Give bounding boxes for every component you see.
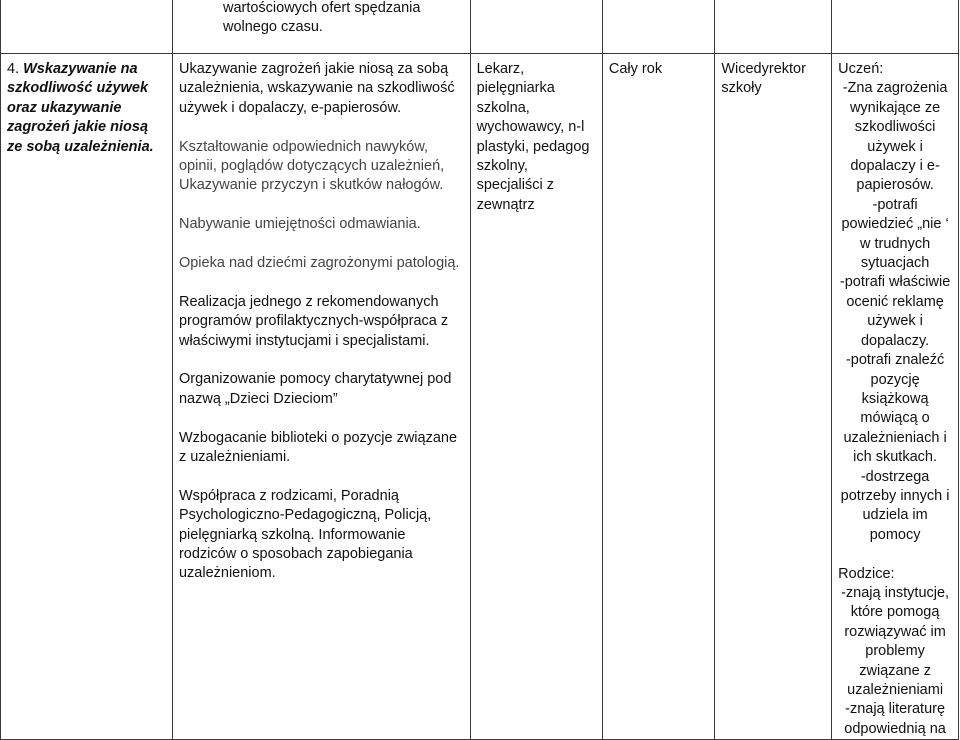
- effect-item: -potrafi właściwie ocenić reklamę używek i dopalaczy.: [839, 274, 951, 349]
- activity-item: Organizowanie pomocy charytatywnej pod nazwą „Dzieci Dzieciom”: [178, 371, 452, 407]
- effect-item: -potrafi znaleźć pozycję książkową mówiącą o uzależnieniach i ich skutkach.: [843, 352, 947, 466]
- time-text: Cały rok: [608, 61, 663, 77]
- task-description: Wskazywanie na szkodliwość używek oraz ukazywanie zagrożeń jakie niosą ze sobą uzależnienia.: [7, 61, 154, 155]
- task-text: [7, 60, 166, 157]
- parents-label: Rodzice:: [838, 565, 895, 582]
- table-cell: [172, 0, 470, 54]
- table-cell: [602, 0, 714, 54]
- table-row: [1, 0, 959, 54]
- activity-item: Nabywanie umiejętności odmawiania.: [178, 216, 421, 233]
- continuation-text-line: wolnego czasu.: [222, 19, 323, 36]
- effect-item: -Zna zagrożenia wynikające ze szkodliwości używek i dopalaczy i e-papierosów.: [842, 80, 948, 194]
- spacer: [838, 545, 952, 564]
- student-label: Uczeń:: [838, 61, 884, 77]
- effect-item: -znają instytucje, które pomogą rozwiązywać im problemy związane z uzależnieniami: [841, 584, 950, 698]
- effects-cell: [832, 54, 959, 740]
- effect-item: -znają literaturę odpowiednią na: [844, 701, 946, 737]
- activity-item: Ukazywanie zagrożeń jakie niosą za sobą uzależnienia, wskazywanie na szkodliwość używek i dopalaczy, e-papierosów.: [178, 61, 455, 116]
- table-cell: [715, 0, 832, 54]
- table-cell: [470, 0, 602, 54]
- supervisor-text: Wicedyrektor szkoły: [721, 61, 806, 97]
- activities-cell: [172, 54, 470, 740]
- table-cell: [832, 0, 959, 54]
- activity-item: Współpraca z rodzicami, Poradnią Psychologiczno-Pedagogiczną, Policją, pielęgniarką szkolną. Informowanie rodziców o sposobach zapobiegania uzależnieniom.: [178, 487, 432, 582]
- continuation-text-line: wartościowych ofert spędzania: [222, 0, 421, 16]
- activity-item: Kształtowanie odpowiednich nawyków, opinii, poglądów dotyczących uzależnień, Ukazywanie przyczyn i skutków nałogów.: [178, 138, 445, 194]
- effect-item: -dostrzega potrzeby innych i udziela im pomocy: [840, 468, 950, 543]
- activity-item: Wzbogacanie biblioteki o pozycje związane z uzależnieniami.: [178, 429, 458, 466]
- activity-item: Opieka nad dziećmi zagrożonymi patologią.: [178, 255, 460, 272]
- supervisor-cell: [715, 54, 832, 740]
- time-cell: [602, 54, 714, 740]
- table-cell: [1, 0, 173, 54]
- responsible-text: Lekarz, pielęgniarka szkolna, wychowawcy, n-l plastyki, pedagog szkolny, specjaliści z zewnątrz: [476, 61, 590, 213]
- activity-item: Realizacja jednego z rekomendowanych programów profilaktycznych-współpraca z właściwymi instytucjami i specjalistami.: [178, 293, 449, 349]
- effect-item: -potrafi powiedzieć „nie ‘ w trudnych sytuacjach: [841, 196, 949, 272]
- task-number: 4.: [7, 61, 20, 77]
- task-cell: [1, 54, 173, 740]
- responsible-cell: [470, 54, 602, 740]
- table-row: [1, 54, 959, 740]
